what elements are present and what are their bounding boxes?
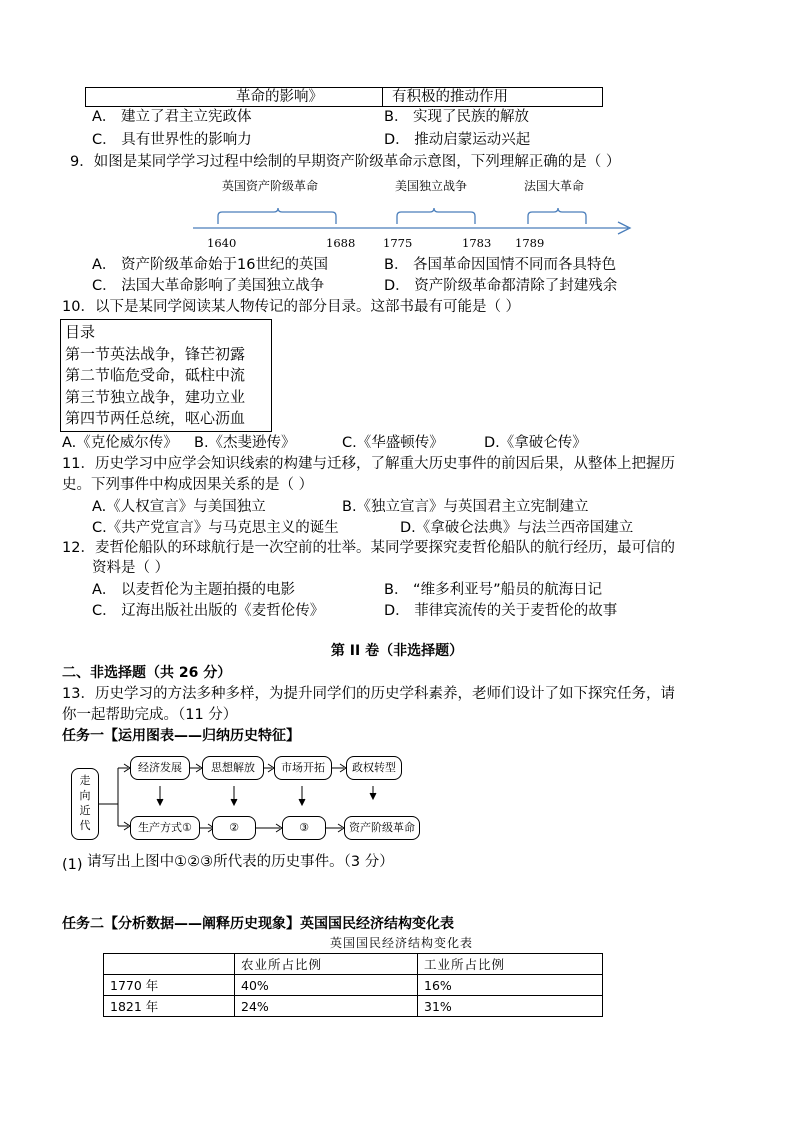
q11-stem-line1: 11．历史学习中应学会知识线索的构建与迁移，了解重大历史事件的前因后果，从整体上把握历	[62, 456, 675, 472]
q11-stem-line2: 史。下列事件中构成因果关系的是（ ）	[62, 477, 314, 493]
catalog-title: 目录	[65, 323, 96, 341]
q13-stem-line1: 13．历史学习的方法多种多样，为提升同学们的历史学科素养，老师们设计了如下探究任务，请	[62, 686, 675, 702]
diagram-box-2: ②	[212, 816, 256, 840]
q12-option-b: B． “维多利亚号”船员的航海日记	[384, 582, 603, 598]
q8-option-c: C． 具有世界性的影响力	[92, 132, 252, 148]
q10-option-a: A.《克伦威尔传》	[62, 435, 178, 451]
q12-option-c: C． 辽海出版社出版的《麦哲伦传》	[92, 603, 325, 619]
q9-option-c: C． 法国大革命影响了美国独立战争	[92, 278, 325, 294]
diagram-box-economy: 经济发展	[130, 756, 190, 780]
q8-option-b: B． 实现了民族的解放	[384, 109, 530, 125]
q12-option-d: D． 菲律宾流传的关于麦哲伦的故事	[384, 603, 618, 619]
diagram-box-market: 市场开拓	[274, 756, 332, 780]
table-header-row	[104, 954, 603, 975]
timeline-label-french: 法国大革命	[524, 179, 585, 193]
table-cell: 24%	[235, 996, 418, 1017]
q8-option-a: A． 建立了君主立宪政体	[92, 109, 252, 125]
q10-option-b: B.《杰斐逊传》	[194, 435, 296, 451]
q12-option-a: A． 以麦哲伦为主题拍摄的电影	[92, 582, 296, 598]
catalog-item: 第四节两任总统，呕心沥血	[65, 409, 246, 427]
top-table-cell-2: 有积极的推动作用	[392, 89, 508, 105]
timeline-year-1640: 1640	[207, 236, 237, 250]
catalog-item: 第二节临危受命，砥柱中流	[65, 366, 246, 384]
timeline-year-1789: 1789	[515, 236, 545, 250]
q9-option-a: A． 资产阶级革命始于16世纪的英国	[92, 257, 328, 273]
diagram-box-bourgeois-revolution: 资产阶级革命	[344, 816, 420, 840]
table-row	[104, 975, 603, 996]
volume-title: 第 II 卷（非选择题）	[330, 643, 464, 659]
timeline-year-1688: 1688	[326, 236, 356, 250]
sub-question-1-number: (1)	[62, 857, 83, 873]
table-cell: 16%	[418, 975, 603, 996]
timeline-label-english: 英国资产阶级革命	[222, 179, 319, 193]
q9-option-d: D． 资产阶级革命都清除了封建残余	[384, 278, 618, 294]
diagram-left-box: 走 向 近 代	[71, 768, 99, 840]
task1-heading: 任务一【运用图表——归纳历史特征】	[62, 728, 300, 744]
diagram-box-3: ③	[282, 816, 326, 840]
table-header-cell: 工业所占比例	[418, 954, 603, 975]
catalog-item: 第三节独立战争，建功立业	[65, 387, 246, 406]
q11-option-c: C.《共产党宣言》与马克思主义的诞生	[92, 520, 339, 536]
q12-stem-line1: 12．麦哲伦船队的环球航行是一次空前的壮举。某同学要探究麦哲伦船队的航行经历，最可信的	[62, 540, 675, 556]
q10-catalog-box	[60, 319, 272, 432]
top-table	[85, 87, 603, 107]
table-cell: 1770 年	[104, 975, 235, 996]
table-header-cell	[104, 954, 235, 975]
diagram-box-thought: 思想解放	[202, 756, 264, 780]
q9-timeline	[0, 172, 794, 252]
timeline-year-1783: 1783	[462, 236, 492, 250]
q10-option-d: D.《拿破仑传》	[484, 435, 587, 451]
q9-option-b: B． 各国革命因国情不同而各具特色	[384, 257, 617, 273]
table-cell: 40%	[235, 975, 418, 996]
q10-stem: 10．以下是某同学阅读某人物传记的部分目录。这部书最有可能是（ ）	[62, 299, 521, 315]
sub-question-1-text: 请写出上图中①②③所代表的历史事件。（3 分）	[87, 854, 394, 870]
q11-option-b: B.《独立宣言》与英国君主立宪制建立	[342, 499, 589, 515]
diagram-box-regime: 政权转型	[346, 756, 402, 780]
top-table-cell-1: 革命的影响》	[236, 89, 323, 105]
diagram-box-production: 生产方式①	[130, 816, 200, 840]
timeline-label-american: 美国独立战争	[395, 179, 468, 193]
q11-option-d: D.《拿破仑法典》与法兰西帝国建立	[400, 520, 634, 536]
q13-stem-line2: 你一起帮助完成。（11 分）	[62, 707, 238, 723]
table-caption: 英国国民经济结构变化表	[330, 936, 474, 950]
q12-stem-line2: 资料是（ ）	[92, 560, 170, 576]
sub-question-1	[62, 852, 394, 872]
section-heading: 二、非选择题（共 26 分）	[62, 665, 232, 681]
task2-heading: 任务二【分析数据——阐释历史现象】英国国民经济结构变化表	[62, 916, 454, 932]
table-cell: 31%	[418, 996, 603, 1017]
table-header-cell: 农业所占比例	[235, 954, 418, 975]
timeline-year-1775: 1775	[383, 236, 413, 250]
table-cell: 1821 年	[104, 996, 235, 1017]
q9-stem: 9．如图是某同学学习过程中绘制的早期资产阶级革命示意图，下列理解正确的是（ ）	[70, 154, 621, 170]
task1-diagram	[0, 750, 794, 845]
catalog-item: 第一节英法战争，锋芒初露	[65, 344, 246, 363]
table-row	[104, 996, 603, 1017]
q11-option-a: A.《人权宣言》与美国独立	[92, 499, 266, 515]
q8-option-d: D． 推动启蒙运动兴起	[384, 132, 531, 148]
q10-option-c: C.《华盛顿传》	[342, 435, 444, 451]
economy-table	[103, 953, 603, 1017]
